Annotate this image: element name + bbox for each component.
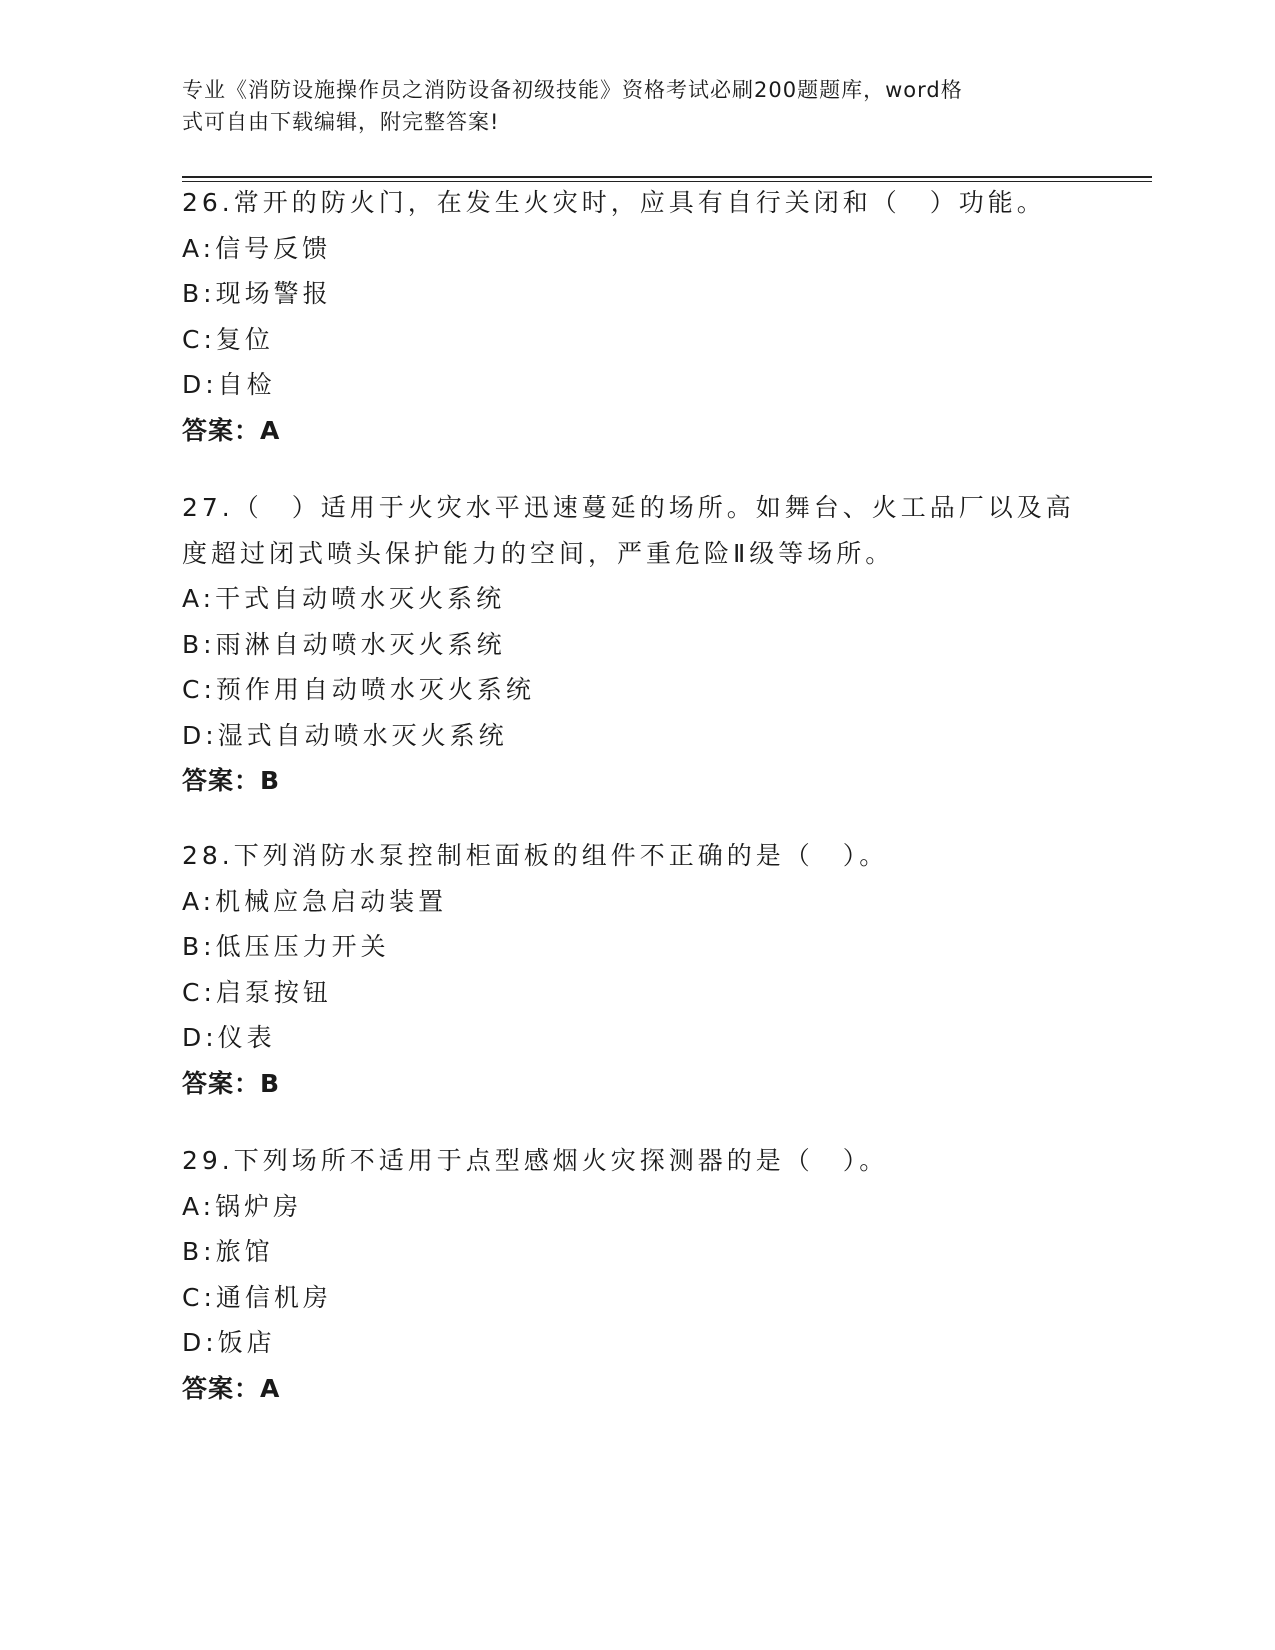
option-d: D:仪表 [182, 1023, 276, 1052]
question-stem: 29.下列场所不适用于点型感烟火灾探测器的是（ ）。 [182, 1146, 889, 1175]
option-d: D:自检 [182, 370, 276, 399]
option-c: C:预作用自动喷水灭火系统 [182, 675, 535, 704]
option-d: D:饭店 [182, 1328, 276, 1357]
answer: 答案：A [182, 1373, 281, 1403]
question-stem: 26.常开的防火门，在发生火灾时，应具有自行关闭和（ ）功能。 [182, 188, 1046, 217]
question-28 [182, 833, 1082, 1106]
header-line-1: 专业《消防设施操作员之消防设备初级技能》资格考试必刷200题题库，word格 [182, 78, 963, 102]
option-b: B:现场警报 [182, 279, 332, 308]
option-a: A:机械应急启动装置 [182, 886, 448, 916]
option-c: C:启泵按钮 [182, 977, 332, 1007]
question-stem: 28.下列消防水泵控制柜面板的组件不正确的是（ ）。 [182, 841, 889, 870]
header-divider-top [182, 176, 1152, 178]
option-d: D:湿式自动喷水灭火系统 [182, 720, 508, 750]
option-b: B:低压压力开关 [182, 932, 390, 961]
question-stem: 27.（ ）适用于火灾水平迅速蔓延的场所。如舞台、火工品厂以及高 [182, 493, 1075, 522]
answer: 答案：A [182, 415, 281, 445]
question-stem-continued: 度超过闭式喷头保护能力的空间，严重危险Ⅱ级等场所。 [182, 538, 895, 568]
question-27 [182, 485, 1082, 804]
option-c: C:通信机房 [182, 1282, 332, 1312]
option-a: A:干式自动喷水灭火系统 [182, 584, 506, 613]
option-a: A:锅炉房 [182, 1191, 303, 1221]
header-line-2: 式可自由下载编辑，附完整答案! [182, 110, 500, 134]
option-a: A:信号反馈 [182, 233, 332, 263]
option-c: C:复位 [182, 324, 274, 354]
document-header [182, 74, 1062, 138]
answer: 答案：B [182, 1068, 281, 1098]
question-26 [182, 180, 1082, 453]
option-b: B:旅馆 [182, 1237, 274, 1266]
answer: 答案：B [182, 766, 281, 795]
option-b: B:雨淋自动喷水灭火系统 [182, 629, 506, 659]
question-29 [182, 1138, 1082, 1411]
